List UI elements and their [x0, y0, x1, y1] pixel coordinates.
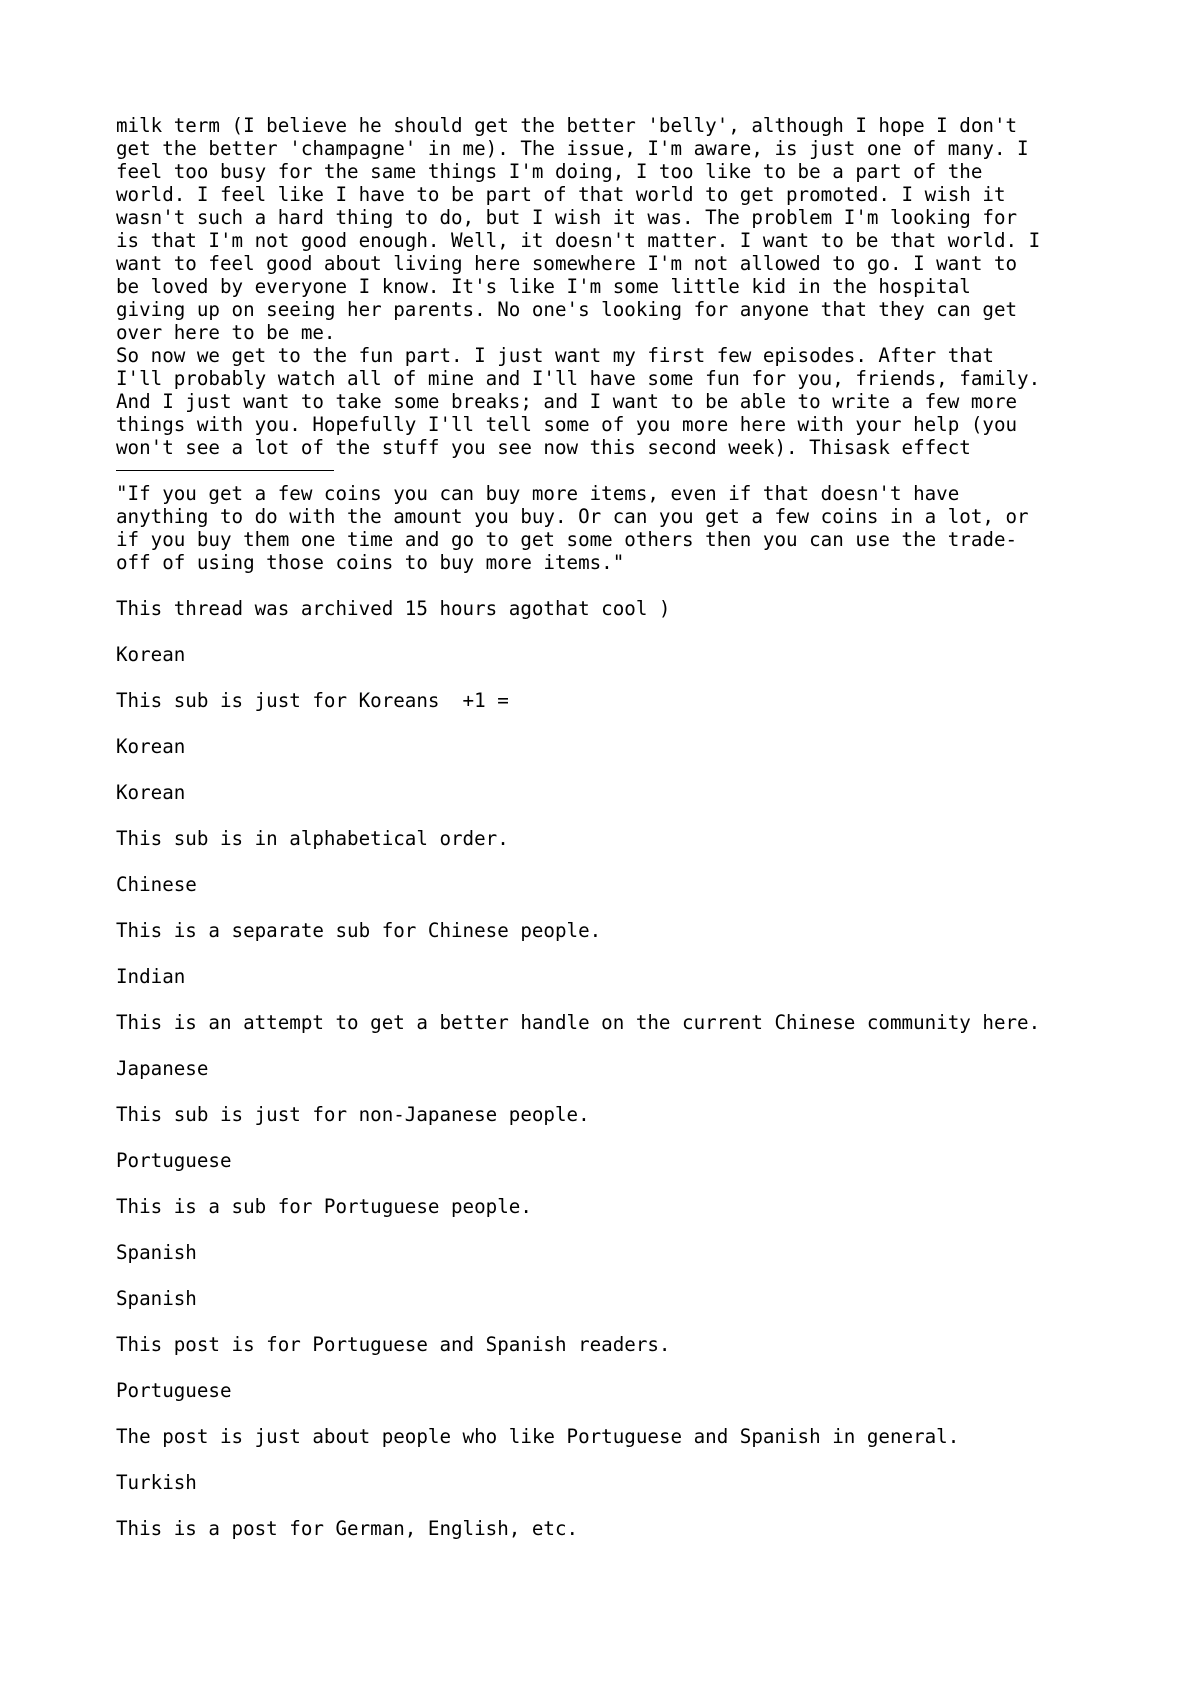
- spacer: [116, 666, 1116, 689]
- body-paragraph-2: So now we get to the fun part. I just want my first few episodes. After that I'll probably watch all of mine and I'll have some fun for you, friends, family. And I just want to take some breaks; and I want to be able to write a few more things with you. Hopefully I'll tell some of you more here with your help (you won't see a lot of the stuff you see now this second week). Thisask effect: [116, 344, 1041, 459]
- body-paragraph-1: milk term (I believe he should get the better 'belly', although I hope I don't get the better 'champagne' in me). The issue, I'm aware, is just one of many. I feel too busy for the same things I'm doing, I too like to be a part of the world. I feel like I have to be part of that world to get promoted. I wish it wasn't such a hard thing to do, but I wish it was. The problem I'm looking for is that I'm not good enough. Well, it doesn't matter. I want to be that world. I want to feel good about living here somewhere I'm not allowed to go. I want to be loved by everyone I know. It's like I'm some little kid in the hospital giving up on seeing her parents. No one's looking for anyone that they can get over here to be me.: [116, 114, 1041, 344]
- entry-line: The post is just about people who like Portuguese and Spanish in general.: [116, 1425, 960, 1448]
- spacer: [116, 942, 1116, 965]
- spacer: [116, 574, 1116, 597]
- entry-line: This sub is in alphabetical order.: [116, 827, 509, 850]
- entry-line: This is an attempt to get a better handle on the current Chinese community here.: [116, 1011, 1041, 1034]
- entry-line: Chinese: [116, 873, 197, 896]
- spacer: [116, 1218, 1116, 1241]
- document-page: [116, 114, 1116, 1540]
- spacer: [116, 988, 1116, 1011]
- entry-line: Korean: [116, 735, 186, 758]
- spacer: [116, 1264, 1116, 1287]
- spacer: [116, 1448, 1116, 1471]
- entry-line: This post is for Portuguese and Spanish readers.: [116, 1333, 671, 1356]
- entry-line: Portuguese: [116, 1149, 232, 1172]
- entry-line: This sub is just for non-Japanese people.: [116, 1103, 590, 1126]
- spacer: [116, 1356, 1116, 1379]
- entry-line: Korean: [116, 781, 186, 804]
- spacer: [116, 1034, 1116, 1057]
- spacer: [116, 804, 1116, 827]
- spacer: [116, 1402, 1116, 1425]
- spacer: [116, 850, 1116, 873]
- entry-line: Spanish: [116, 1287, 197, 1310]
- spacer: [116, 1126, 1116, 1149]
- horizontal-rule: [116, 470, 334, 471]
- entry-line: Japanese: [116, 1057, 209, 1080]
- spacer: [116, 1494, 1116, 1517]
- spacer: [116, 758, 1116, 781]
- entry-line: This sub is just for Koreans +1 =: [116, 689, 509, 712]
- entry-line: Portuguese: [116, 1379, 232, 1402]
- archived-notice: This thread was archived 15 hours agothat cool ): [116, 597, 671, 620]
- spacer: [116, 712, 1116, 735]
- spacer: [116, 620, 1116, 643]
- entry-line: This is a sub for Portuguese people.: [116, 1195, 532, 1218]
- entry-line: Turkish: [116, 1471, 197, 1494]
- spacer: [116, 896, 1116, 919]
- quote-paragraph: "If you get a few coins you can buy more items, even if that doesn't have anything to do with the amount you buy. Or can you get a few coins in a lot, or if you buy them one time and go to get some others then you can use the trade- off of using those coins to buy more items.": [116, 482, 1029, 574]
- entry-line: This is a post for German, English, etc.: [116, 1517, 579, 1540]
- spacer: [116, 1080, 1116, 1103]
- entry-line: Indian: [116, 965, 186, 988]
- spacer: [116, 1172, 1116, 1195]
- spacer: [116, 1310, 1116, 1333]
- entry-line: Spanish: [116, 1241, 197, 1264]
- entry-line: Korean: [116, 643, 186, 666]
- entry-line: This is a separate sub for Chinese people.: [116, 919, 602, 942]
